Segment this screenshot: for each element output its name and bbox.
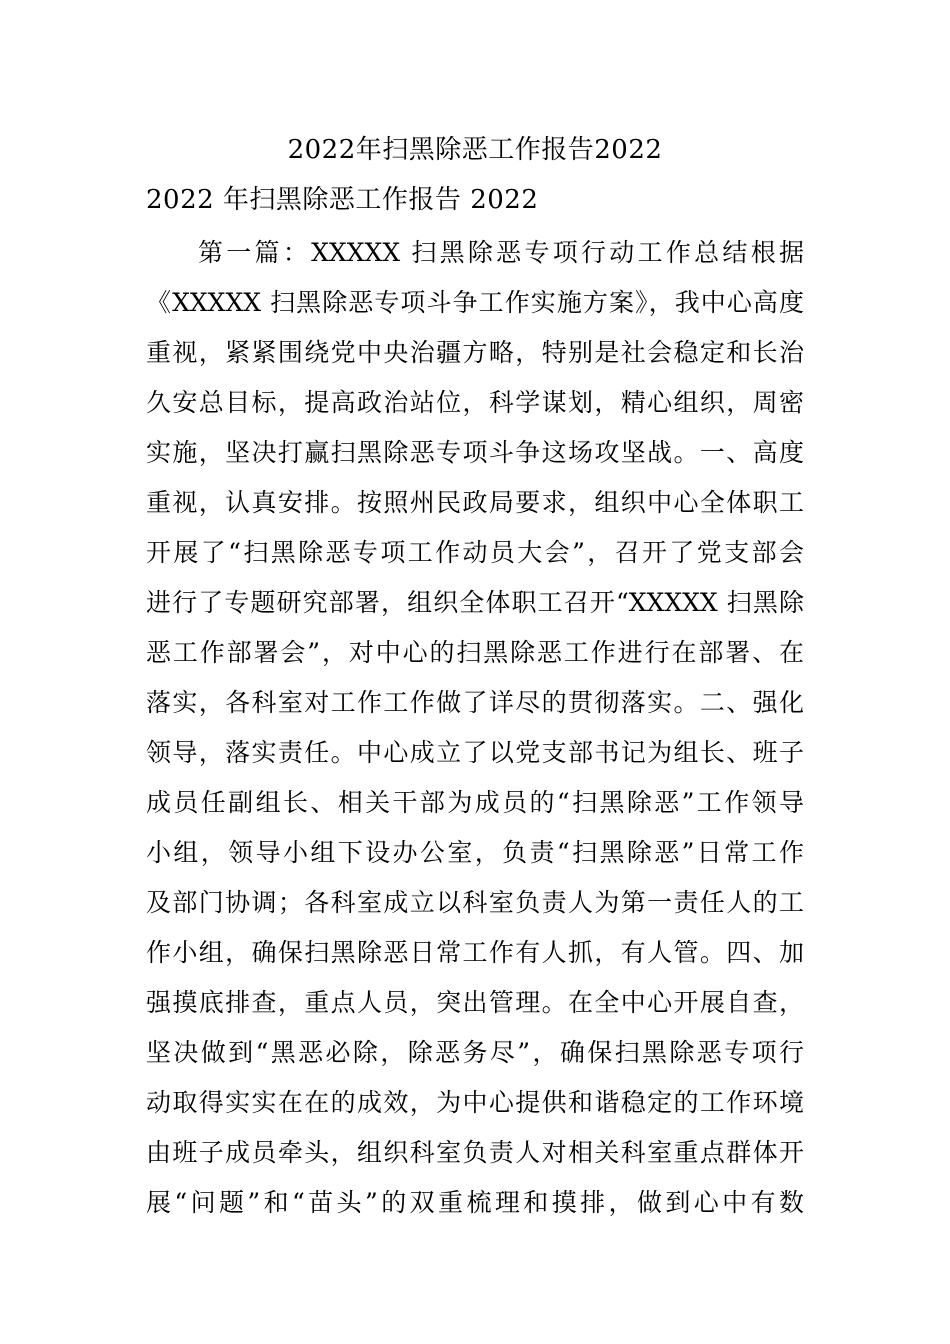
body-line: 恶工作部署会”，对中心的扫黑除恶工作进行在部署、在 — [146, 638, 804, 667]
body-line: 坚决做到“黑恶必除，除恶务尽”，确保扫黑除恶专项行 — [146, 1038, 804, 1067]
body-line: 及部门协调；各科室成立以科室负责人为第一责任人的工 — [146, 888, 804, 917]
body-line: 成员任副组长、相关干部为成员的“扫黑除恶”工作领导 — [146, 788, 804, 817]
body-line: 作小组，确保扫黑除恶日常工作有人抓，有人管。四、加 — [146, 938, 804, 967]
body-paragraph — [146, 228, 804, 1228]
body-line: 小组，领导小组下设办公室，负责“扫黑除恶”日常工作 — [146, 838, 804, 867]
body-line: 进行了专题研究部署，组织全体职工召开“XXXXX 扫黑除 — [146, 588, 804, 617]
document-title: 2022年扫黑除恶工作报告2022 — [287, 135, 663, 165]
body-line: 开展了“扫黑除恶专项工作动员大会”，召开了党支部会 — [146, 538, 804, 567]
body-line: 实施，坚决打赢扫黑除恶专项斗争这场攻坚战。一、高度 — [146, 438, 804, 467]
body-line: 第一篇：XXXXX 扫黑除恶专项行动工作总结根据 — [198, 238, 804, 267]
body-line: 由班子成员牵头，组织科室负责人对相关科室重点群体开 — [146, 1138, 804, 1167]
body-line: 重视，紧紧围绕党中央治疆方略，特别是社会稳定和长治 — [146, 338, 804, 367]
body-line: 久安总目标，提高政治站位，科学谋划，精心组织，周密 — [146, 388, 804, 417]
body-line: 《XXXXX 扫黑除恶专项斗争工作实施方案》，我中心高度 — [146, 288, 804, 317]
body-line: 领导，落实责任。中心成立了以党支部书记为组长、班子 — [146, 738, 804, 767]
document-subtitle: 2022 年扫黑除恶工作报告 2022 — [146, 185, 539, 215]
body-line: 强摸底排查，重点人员，突出管理。在全中心开展自查， — [146, 988, 804, 1017]
body-line: 重视，认真安排。按照州民政局要求，组织中心全体职工 — [146, 488, 804, 517]
body-line: 落实，各科室对工作工作做了详尽的贯彻落实。二、强化 — [146, 688, 804, 717]
body-line: 动取得实实在在的成效，为中心提供和谐稳定的工作环境 — [146, 1088, 804, 1117]
body-line: 展“问题”和“苗头”的双重梳理和摸排，做到心中有数 — [146, 1188, 804, 1217]
